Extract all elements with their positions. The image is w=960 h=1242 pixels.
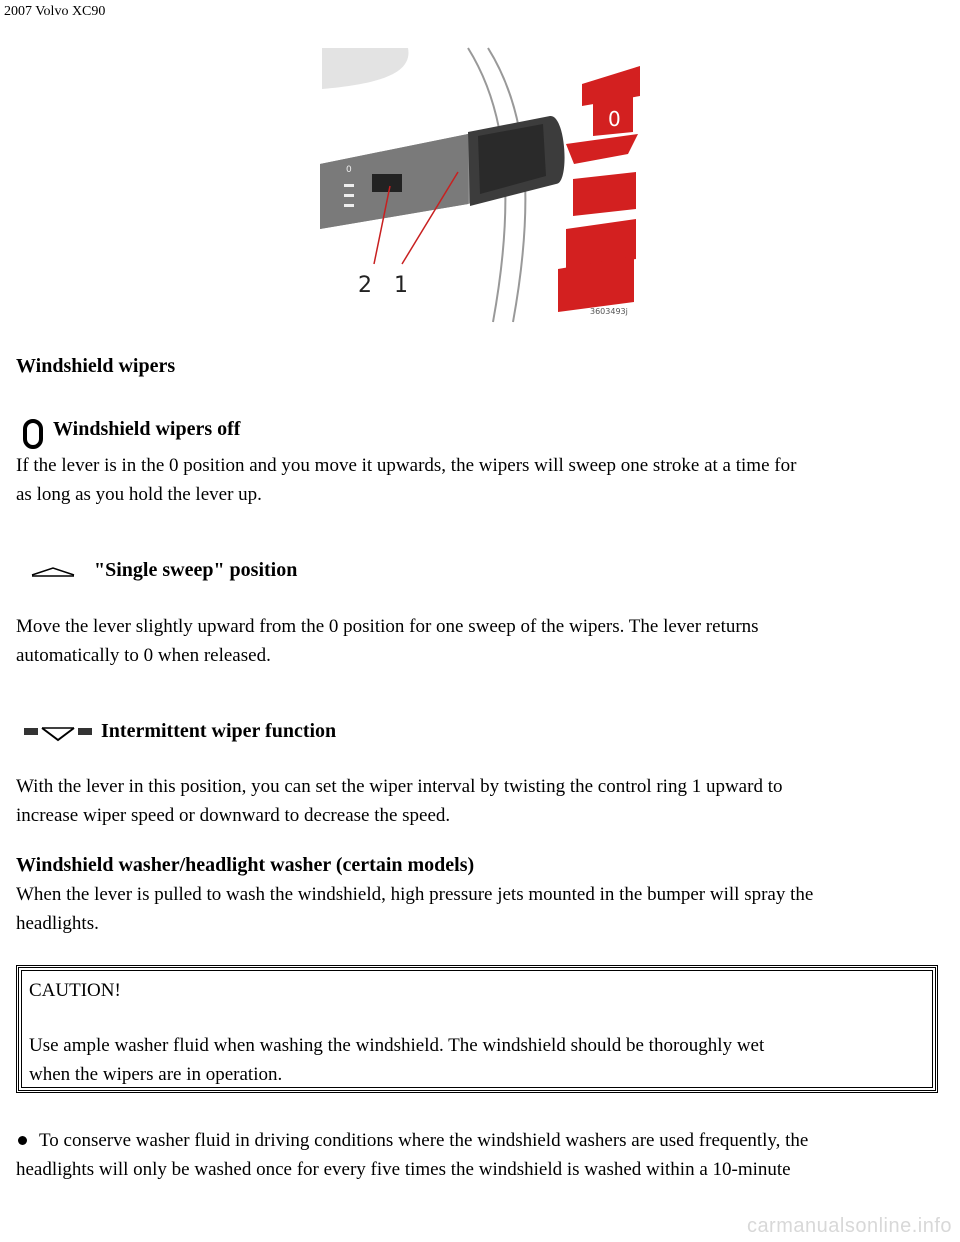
callout-1-label: 1 (394, 273, 408, 298)
bullet-line2: headlights will only be washed once for every five times the windshield is washed within a 10-minute (16, 1159, 791, 1180)
image-code: 3603493j (590, 307, 628, 316)
zero-marker-label: 0 (608, 107, 621, 131)
single-sweep-icon (30, 565, 76, 581)
caution-line1: Use ample washer fluid when washing the windshield. The windshield should be thoroughly wet (29, 1035, 765, 1056)
footer-watermark: carmanualsonline.info (746, 1215, 952, 1237)
svg-text:0: 0 (346, 165, 352, 175)
wiper-lever-illustration (318, 44, 644, 326)
single-sweep-heading: "Single sweep" position (94, 559, 298, 581)
off-body-line1: If the lever is in the 0 position and you move it upwards, the wipers will sweep one stroke at a time for (16, 455, 797, 476)
bullet-line1: To conserve washer fluid in driving conditions where the windshield washers are used frequently, the (39, 1130, 809, 1151)
intermittent-wiper-icon (22, 724, 94, 746)
zero-position-icon (22, 418, 44, 450)
off-heading: Windshield wipers off (53, 418, 241, 440)
caution-title: CAUTION! (29, 980, 121, 1001)
interval-body-line2: increase wiper speed or downward to decrease the speed. (16, 805, 451, 826)
washer-heading: Windshield washer/headlight washer (certain models) (16, 854, 475, 876)
bullet-dot (18, 1136, 27, 1145)
washer-body-line1: When the lever is pulled to wash the windshield, high pressure jets mounted in the bumper will spray the (16, 884, 814, 905)
caution-line2: when the wipers are in operation. (29, 1064, 283, 1085)
interval-body-line1: With the lever in this position, you can set the wiper interval by twisting the control ring 1 upward to (16, 776, 783, 797)
lever-switch (372, 174, 402, 192)
off-body-line2: as long as you hold the lever up. (16, 484, 262, 505)
callout-2-label: 2 (358, 273, 372, 298)
section-heading: Windshield wipers (16, 355, 176, 377)
washer-body-line2: headlights. (16, 913, 99, 934)
single-body-line2: automatically to 0 when released. (16, 645, 271, 666)
page-header-title: 2007 Volvo XC90 (4, 4, 106, 19)
intermittent-heading: Intermittent wiper function (101, 720, 337, 742)
single-body-line1: Move the lever slightly upward from the 0 position for one sweep of the wipers. The lever returns (16, 616, 759, 637)
